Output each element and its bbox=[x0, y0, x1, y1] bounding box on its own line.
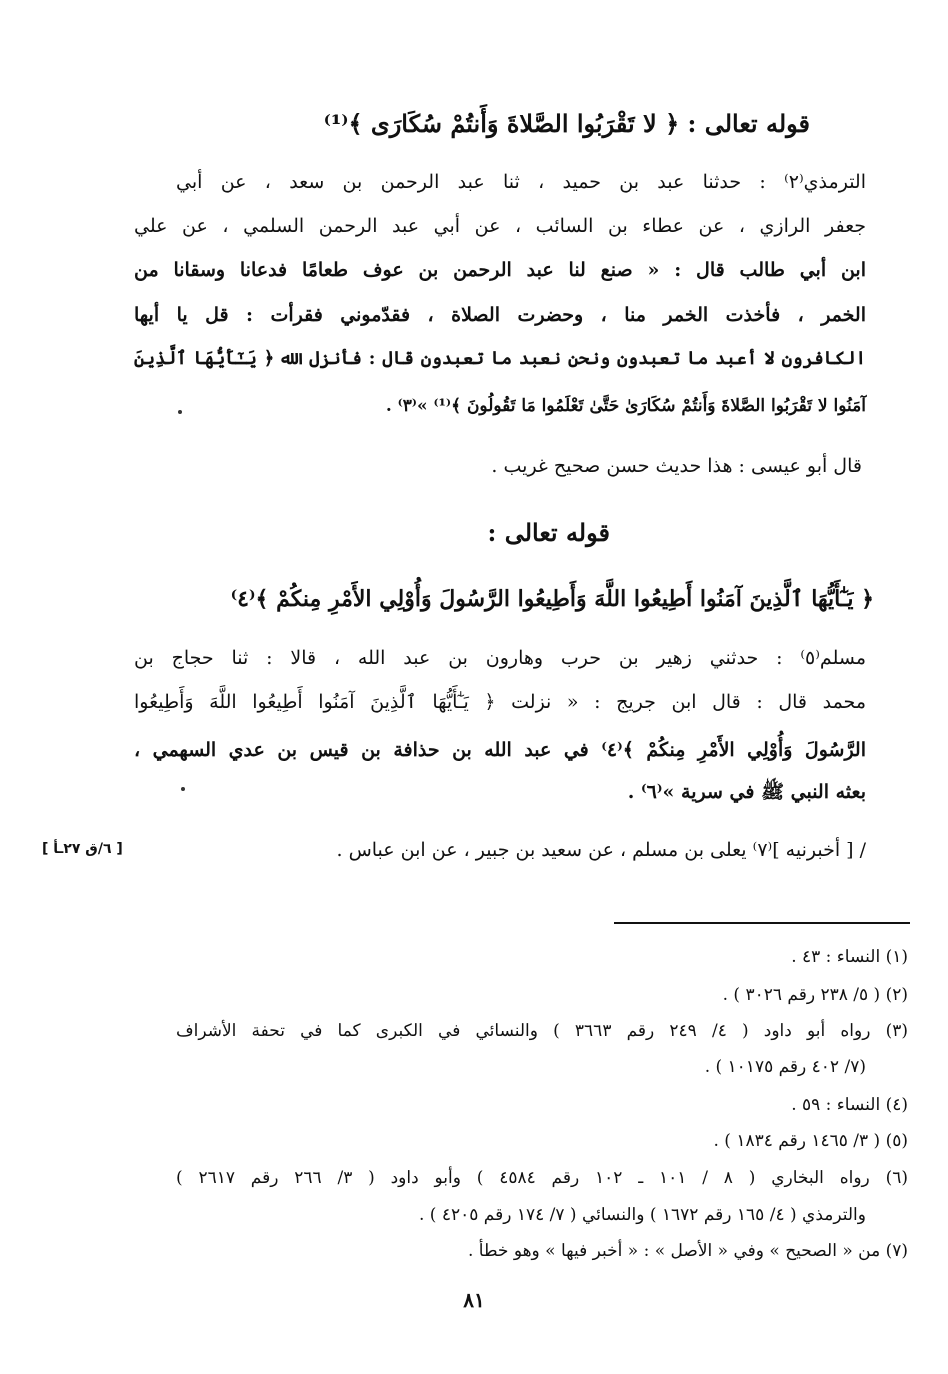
verse-2: ﴿ يَـٰٓأَيُّهَا ٱلَّذِينَ آمَنُوا أَطِيعُوا اللَّهَ وَأَطِيعُوا الرَّسُولَ وَأُوْلِي الأَمْرِ مِنكُمْ ﴾⁽٤⁾ bbox=[230, 586, 874, 612]
footnote-3-cont: (٧/ ٤٠٢ رقم ١٠١٧٥ ) . bbox=[704, 1057, 866, 1077]
para1-line-2: جعفر الرازي ، عن عطاء بن السائب ، عن أبي عبد الرحمن السلمي ، عن علي bbox=[134, 215, 866, 237]
para2-line-3: الرَّسُولَ وَأُوْلِي الأَمْرِ مِنكُمْ ﴾⁽٤⁾ في عبد الله بن حذافة بن قيس بن عدي السهمي ، bbox=[134, 739, 867, 761]
footnote-5: (٥) ( ٣/ ١٤٦٥ رقم ١٨٣٤ ) . bbox=[713, 1131, 908, 1151]
para2-line-1: مسلم⁽٥⁾ : حدثني زهير بن حرب وهارون بن عبد الله ، قالا : ثنا حجاج بن bbox=[134, 647, 866, 669]
margin-dot bbox=[178, 410, 182, 414]
footnote-6: (٦) رواه البخاري ( ٨ / ١٠١ ـ ١٠٢ رقم ٤٥٨٤ ) وأبو داود ( ٣/ ٢٦٦ رقم ٢٦١٧ ) bbox=[176, 1168, 908, 1188]
footnote-3: (٣) رواه أبو داود ( ٤/ ٢٤٩ رقم ٣٦٦٣ ) والنسائي في الكبرى كما في تحفة الأشراف bbox=[176, 1021, 908, 1041]
para1-line-4: الخمر ، فأخذت الخمر منا ، وحضرت الصلاة ، فقدّموني فقرأت : قل يا أيها bbox=[134, 304, 866, 326]
footnote-2: (٢) ( ٥/ ٢٣٨ رقم ٣٠٢٦ ) . bbox=[722, 985, 908, 1005]
para1-line-5: الكافرون لا أعبد ما تعبدون ونحن نعبد ما تعبدون قال : فأنزل الله ﴿ يَـٰٓأَيُّهَا ٱلَّذِينَ bbox=[134, 348, 866, 369]
manuscript-folio-marker: [ ٦/ق ٢٧ـأ ] bbox=[42, 841, 123, 857]
abu-isa-comment: قال أبو عيسى : هذا حديث حسن صحيح غريب . bbox=[491, 455, 862, 477]
para1-line-3: ابن أبي طالب قال : « صنع لنا عبد الرحمن بن عوف طعامًا فدعانا وسقانا من bbox=[134, 259, 866, 281]
footnote-4: (٤) النساء : ٥٩ . bbox=[791, 1095, 908, 1115]
footnote-6-cont: والترمذي ( ٤/ ١٦٥ رقم ١٦٧٢ ) والنسائي ( ٧/ ١٧٤ رقم ٤٢٠٥ ) . bbox=[419, 1205, 866, 1225]
footnote-separator bbox=[614, 922, 910, 924]
para2-line-4: بعثه النبي ﷺ في سرية »⁽٦⁾ . bbox=[627, 781, 866, 803]
para2-line-2: محمد قال : قال ابن جريج : « نزلت ﴿ يَـٰٓأَيُّهَا ٱلَّذِينَ آمَنُوا أَطِيعُوا اللَّهَ وَأَطِيعُوا bbox=[134, 691, 866, 713]
section-heading-2: قوله تعالى : bbox=[487, 518, 610, 547]
para1-line-6: آمَنُوا لا تَقْرَبُوا الصَّلاةَ وَأَنتُمْ سُكَارَىٰ حَتَّىٰ تَعْلَمُوا مَا تَقُولُونَ ﴾⁽¹⁾ »⁽٣⁾ . bbox=[385, 396, 866, 416]
page-number: ٨١ bbox=[463, 1288, 485, 1312]
footnote-7: (٧) من « الصحيح » وفي « الأصل » : « أخبر فيها » وهو خطأ . bbox=[467, 1241, 908, 1261]
para3: / [ أخبرنيه ]⁽٧⁾ يعلى بن مسلم ، عن سعيد بن جبير ، عن ابن عباس . bbox=[336, 839, 866, 861]
section-heading-1: قوله تعالى : ﴿ لا تَقْرَبُوا الصَّلاةَ وَأَنتُمْ سُكَارَى ﴾⁽¹⁾ bbox=[323, 109, 810, 138]
footnote-1: (١) النساء : ٤٣ . bbox=[791, 947, 908, 967]
para1-line-1: الترمذي⁽٢⁾ : حدثنا عبد بن حميد ، ثنا عبد الرحمن بن سعد ، عن أبي bbox=[176, 171, 866, 193]
margin-dot-2 bbox=[181, 787, 185, 791]
